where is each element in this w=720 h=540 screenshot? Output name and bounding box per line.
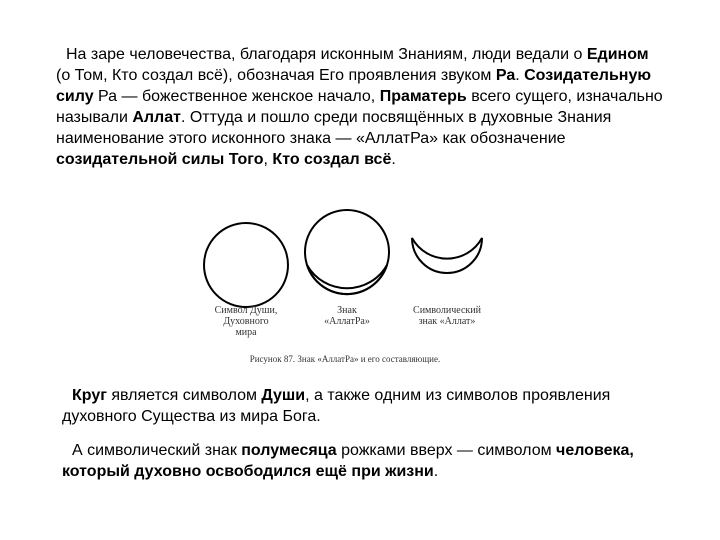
- bold-term: Ра: [495, 67, 516, 84]
- allat-sign-caption: Символический знак «Аллат»: [413, 305, 481, 327]
- figure-caption: Рисунок 87. Знак «АллатРа» и его составляющие.: [249, 354, 441, 364]
- soul-circle-symbol: [204, 223, 288, 307]
- allat-crescent-symbol: [412, 238, 482, 273]
- bold-term: Круг: [72, 387, 107, 404]
- bold-term: человека, который духовно освободился ещё при жизни: [62, 442, 634, 480]
- bold-term: Созидательную силу: [56, 67, 652, 105]
- bold-term: Кто создал всё: [272, 151, 392, 168]
- circle-paragraph: Круг является символом Души, а также одним из символов проявления духовного Существа из мира Бога.: [62, 387, 611, 425]
- bold-term: Едином: [586, 46, 649, 63]
- soul-symbol-caption: Символ Души, Духовного мира: [214, 305, 278, 338]
- allatra-crescent: [307, 265, 387, 294]
- intro-paragraph: На заре человечества, благодаря исконным Знаниям, люди ведали о Едином (о Том, Кто создал всё), обозначая Его проявления звуком Ра. Созидательную силу Ра — божественное женское начало, Праматерь всего сущего, изначально называли Аллат. Оттуда и пошло среди посвящённых в духовные Знания наименование этого исконного знака — «АллатРа» как обозначение созидательной силы Того, Кто создал всё.: [56, 46, 663, 168]
- bold-term: Души: [261, 387, 306, 404]
- bold-term: Аллат: [132, 109, 181, 126]
- allatra-sign-caption: Знак «АллатРа»: [324, 305, 370, 327]
- bold-term: полумесяца: [241, 442, 337, 459]
- bold-term: Праматерь: [379, 88, 467, 105]
- crescent-paragraph: А символический знак полумесяца рожками вверх — символом человека, который духовно освободился ещё при жизни.: [62, 442, 634, 480]
- bold-term: созидательной силы Того: [56, 151, 264, 168]
